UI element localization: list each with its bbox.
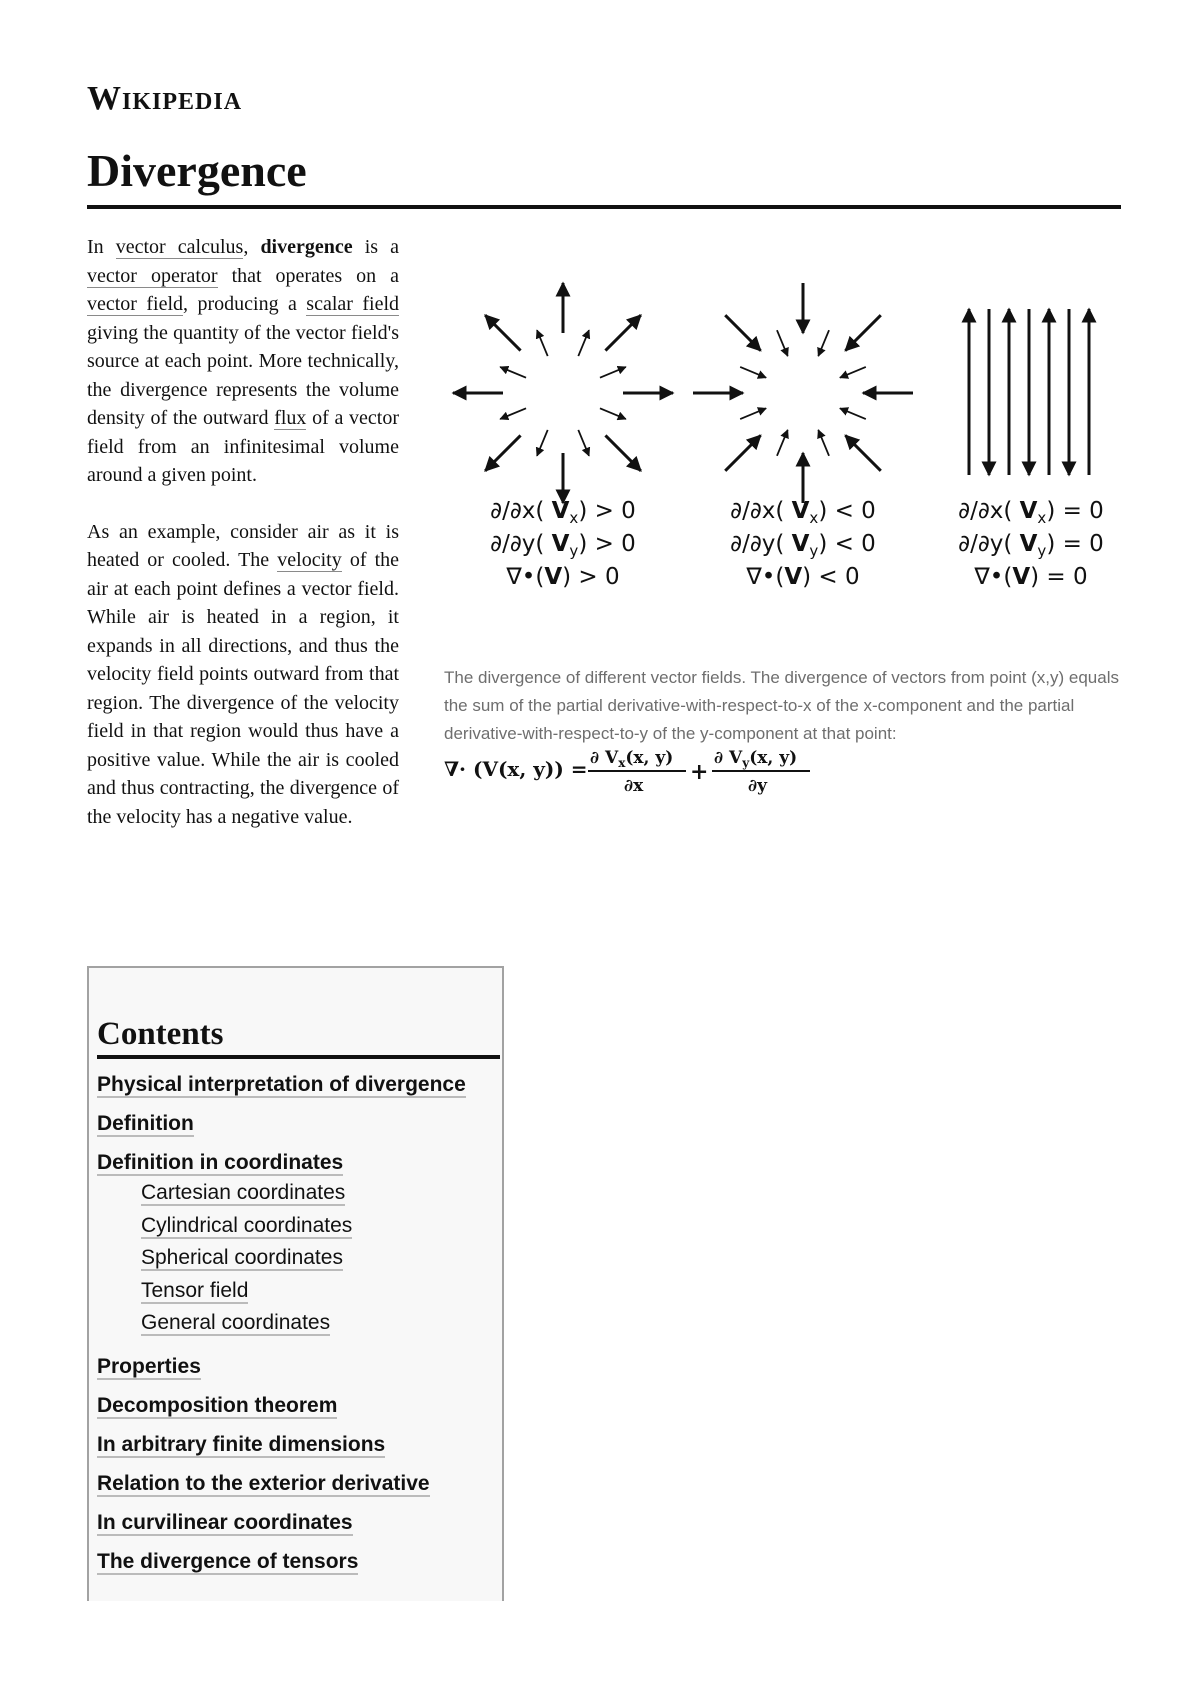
panel-equation: ∂/∂x( $V_x) < 0$ <box>730 498 876 527</box>
text-run: As an example, consider air as it is heated or cooled. The <box>87 520 399 571</box>
toc-item <box>97 1111 466 1136</box>
wikipedia-logo[interactable]: Wikipedia <box>87 80 243 117</box>
sink-field-arrow <box>840 408 866 419</box>
source-field-arrow <box>485 315 520 350</box>
vector-field-diagram <box>421 273 1121 613</box>
sink-field-arrow <box>845 315 880 350</box>
toc-link-in-arbitrary-finite-dimensions[interactable]: In arbitrary finite dimensions <box>97 1432 386 1456</box>
panel-equation: ∂/∂y( $V_y) < 0$ <box>730 531 876 560</box>
toc-item <box>97 1393 466 1418</box>
toc-link-in-curvilinear-coordinates[interactable]: In curvilinear coordinates <box>97 1510 353 1534</box>
text-run: , producing a <box>183 293 307 315</box>
toc-divider <box>97 1055 500 1059</box>
sink-field-arrow <box>725 315 760 350</box>
sink-field-arrow <box>818 330 829 356</box>
toc-subitem <box>141 1210 466 1243</box>
panel-equation: ∂/∂y( $V_y) > 0$ <box>490 531 636 560</box>
text-run: is a <box>352 236 400 258</box>
toc-title: Contents <box>97 1016 224 1052</box>
link-vector-operator[interactable]: vector operator <box>87 264 218 287</box>
toc-item <box>97 1354 466 1379</box>
toc-item <box>97 1432 466 1457</box>
text-run: that operates on a <box>217 264 400 287</box>
link-vector-calculus[interactable]: vector calculus <box>115 236 244 258</box>
link-velocity[interactable]: velocity <box>277 549 342 571</box>
text-run: , <box>243 236 261 258</box>
source-field-arrow <box>600 408 626 419</box>
source-field-arrow <box>578 430 589 456</box>
divergence-formula <box>444 743 824 799</box>
formula-lhs: ∇· (V(x, y)) = <box>444 757 588 781</box>
toc-item <box>97 1471 466 1496</box>
sink-field-arrow <box>725 435 760 470</box>
field-arrows <box>453 283 1089 503</box>
link-scalar-field[interactable]: scalar field <box>306 293 399 315</box>
source-field-arrow <box>500 367 526 378</box>
title-divider <box>87 205 1121 209</box>
panel-equation: ∇•(V) > 0 <box>506 564 620 590</box>
toc-link-general-coordinates[interactable]: General coordinates <box>141 1311 331 1334</box>
toc-link-the-divergence-of-tensors[interactable]: The divergence of tensors <box>97 1549 359 1573</box>
divergence-figure <box>421 233 1121 813</box>
toc-link-decomposition-theorem[interactable]: Decomposition theorem <box>97 1393 338 1417</box>
source-field-arrow <box>605 315 640 350</box>
text-run: of the air at each point defines a vector field. While air is heated in a region, it expands in all directions, and thus the velocity field points outward from that region. The divergence of the velocity field in that region would thus have a positive value. While the air is cooled and thus contracting, the divergence of the velocity has a negative value. <box>87 549 400 828</box>
sink-field-arrow <box>740 367 766 378</box>
formula-plus: + <box>690 759 709 785</box>
link-flux[interactable]: flux <box>274 407 307 429</box>
toc-subitem <box>141 1177 466 1210</box>
sink-field-arrow <box>818 430 829 456</box>
toc-link-tensor-field[interactable]: Tensor field <box>141 1278 249 1302</box>
toc-link-properties[interactable]: Properties <box>97 1354 201 1378</box>
toc-link-definition[interactable]: Definition <box>97 1112 194 1135</box>
figure-caption: The divergence of different vector fields. The divergence of vectors from point (x,y) equals the sum of the partial derivative-with-respect-to-x of the x-component and the partial derivative-with-respect-to-y of the y-component at that point: <box>444 668 1119 743</box>
toc-list <box>97 1072 466 1588</box>
toc-link-cartesian-coordinates[interactable]: Cartesian coordinates <box>141 1181 346 1204</box>
toc-link-relation-to-the-exterior-derivative[interactable]: Relation to the exterior derivative <box>97 1471 430 1495</box>
sink-field-arrow <box>845 435 880 470</box>
toc-link-cylindrical-coordinates[interactable]: Cylindrical coordinates <box>141 1213 353 1237</box>
panel-equation: ∂/∂x( $V_x) > 0$ <box>490 498 636 527</box>
toc-item <box>97 1072 466 1097</box>
article-body <box>87 233 1121 831</box>
toc-link-definition-in-coordinates[interactable]: Definition in coordinates <box>97 1151 344 1174</box>
toc-item <box>97 1549 466 1574</box>
panel-equation: ∂/∂x( $V_x) = 0$ <box>958 498 1104 527</box>
source-field-arrow <box>485 435 520 470</box>
term-divergence: divergence <box>260 236 353 258</box>
sink-field-arrow <box>840 367 866 378</box>
toc-subitem <box>141 1275 466 1308</box>
panel-equations <box>490 498 1104 590</box>
text-run: In <box>87 236 116 258</box>
toc-subitem <box>141 1307 466 1340</box>
formula-num2: ∂ $V_y(x$, y) <box>714 748 798 770</box>
toc-link-physical-interpretation-of-divergence[interactable]: Physical interpretation of divergence <box>97 1073 466 1096</box>
source-field-arrow <box>500 408 526 419</box>
text-run: giving the quantity of the vector field's source at each point. More technically, the divergence represents the volume density of the outward <box>87 321 399 429</box>
toc-item <box>97 1510 466 1535</box>
formula-den2: ∂y <box>748 776 767 796</box>
formula-den1: ∂x <box>624 776 644 796</box>
text-run: of a vector field from an infinitesimal volume around a given point. <box>87 407 399 486</box>
source-field-arrow <box>600 367 626 378</box>
page-title: Divergence <box>87 145 307 196</box>
panel-equation: ∇•(V) < 0 <box>746 564 860 590</box>
sink-field-arrow <box>777 330 788 356</box>
link-vector-field[interactable]: vector field <box>87 293 184 315</box>
source-field-arrow <box>605 435 640 470</box>
toc-item <box>97 1150 466 1340</box>
source-field-arrow <box>537 430 548 456</box>
sink-field-arrow <box>740 408 766 419</box>
toc-subitem <box>141 1242 466 1275</box>
panel-equation: ∇•(V) = 0 <box>974 564 1088 590</box>
formula-num1: ∂ $V_x(x$, y) <box>590 748 674 770</box>
source-field-arrow <box>578 330 589 356</box>
source-field-arrow <box>537 330 548 356</box>
sink-field-arrow <box>777 430 788 456</box>
toc-sublist <box>141 1177 466 1340</box>
table-of-contents <box>87 966 504 1601</box>
panel-equation: ∂/∂y( $V_y) = 0$ <box>958 531 1104 560</box>
toc-link-spherical-coordinates[interactable]: Spherical coordinates <box>141 1246 343 1269</box>
